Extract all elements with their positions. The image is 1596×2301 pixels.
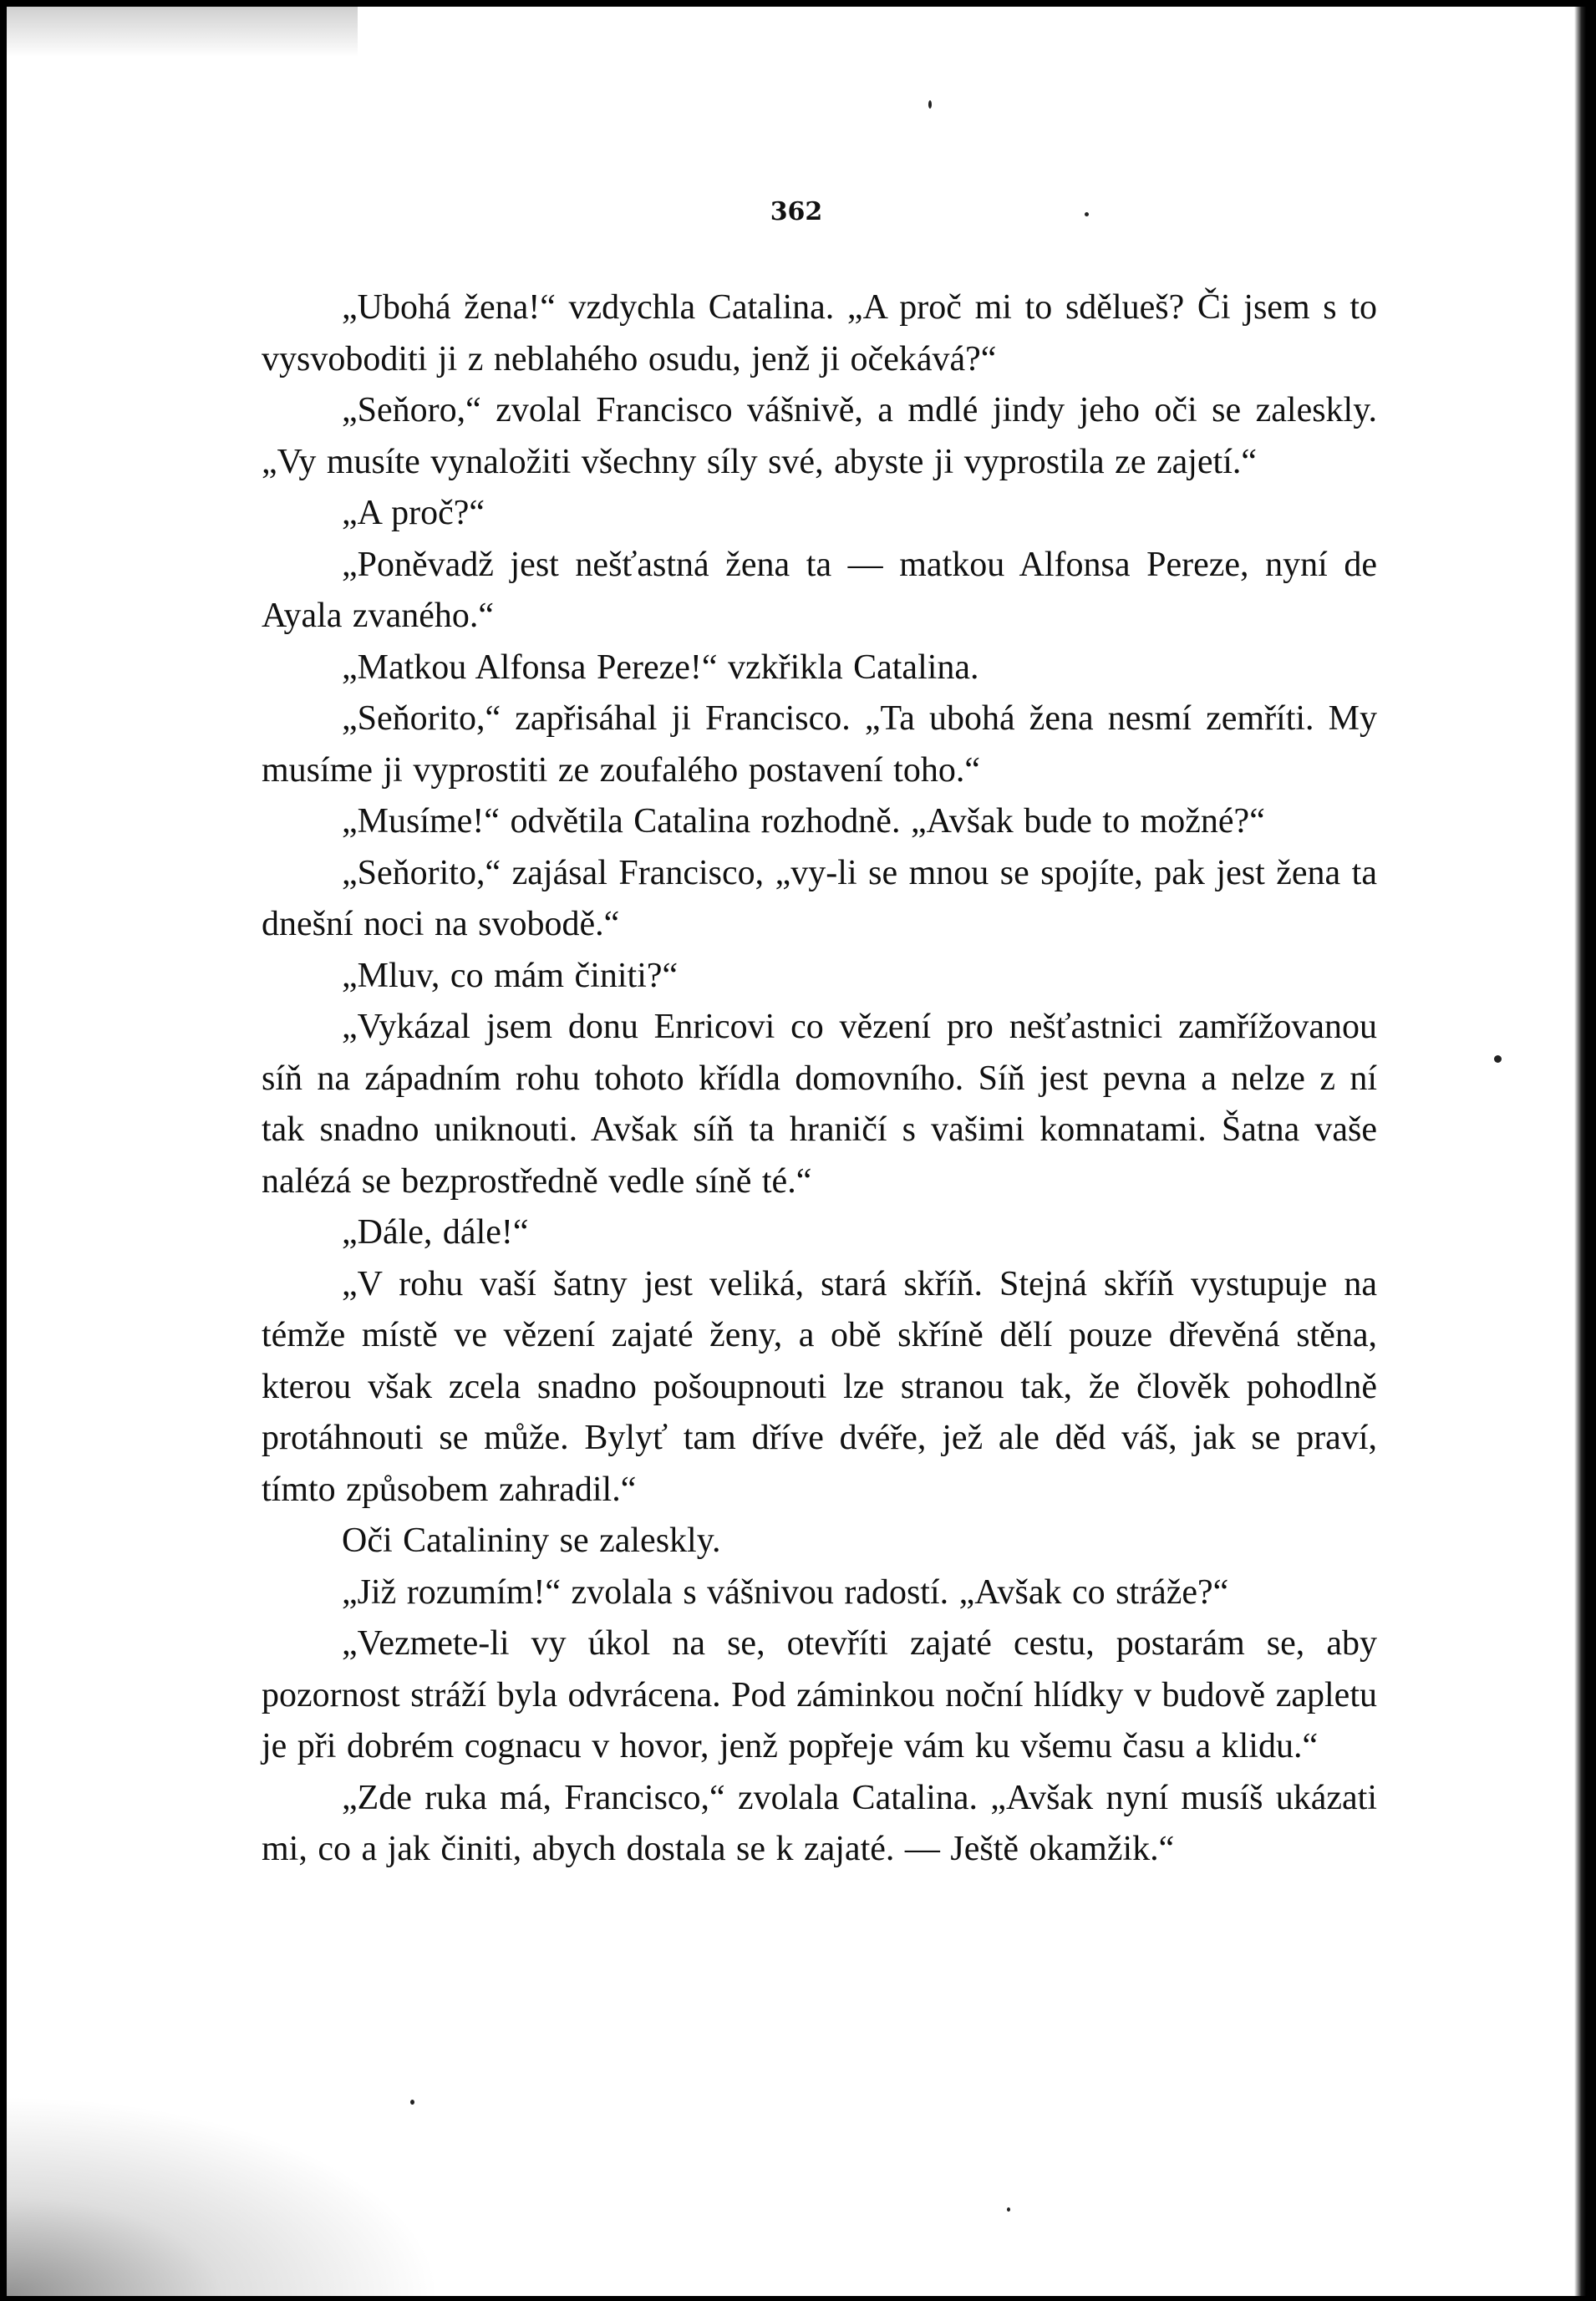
scan-shadow-top bbox=[7, 7, 358, 57]
paragraph: „Musíme!“ odvětila Catalina rozhodně. „Avšak bude to možné?“ bbox=[342, 802, 1265, 841]
page-number: 362 bbox=[770, 197, 823, 226]
paragraph: „Ubohá žena!“ vzdychla Catalina. „A proč mi to sdělueš? Či jsem s to vysvoboditi ji z neblahého osudu, jenž ji očekává?“ bbox=[262, 288, 1377, 378]
scan-smudge-bottom-left bbox=[7, 2095, 441, 2296]
paragraph: „Mluv, co mám činiti?“ bbox=[342, 956, 679, 995]
paragraph: „Vezmete-li vy úkol na se, otevříti zajaté cestu, postarám se, aby pozornost stráží byla odvrácena. Pod záminkou noční hlídky v budově zapletu je při dobrém cognacu v hovor, jenž popřeje vám ku všemu času a klidu.“ bbox=[262, 1624, 1377, 1765]
paragraph: „Vykázal jsem donu Enricovi co vězení pro nešťastnici zamřížovanou síň na západním rohu tohoto křídla domovního. Síň jest pevna a nelze z ní tak snadno uniknouti. Avšak síň ta hraničí s vašimi komnatami. Šatna vaše nalézá se bezprostředně vedle síně té.“ bbox=[262, 1008, 1377, 1201]
speck bbox=[928, 100, 932, 109]
paragraph: „Seňoro,“ zvolal Francisco vášnivě, a mdlé jindy jeho oči se zaleskly. „Vy musíte vynaložiti všechny síly své, abyste ji vyprostila ze zajetí.“ bbox=[262, 391, 1377, 481]
paragraph: „Dále, dále!“ bbox=[342, 1213, 529, 1252]
scan-edge-right bbox=[1574, 7, 1586, 2296]
paragraph: „Již rozumím!“ zvolala s vášnivou radostí. „Avšak co stráže?“ bbox=[342, 1572, 1229, 1612]
speck bbox=[1494, 1055, 1502, 1063]
paragraph: „Seňorito,“ zapřisáhal ji Francisco. „Ta ubohá žena nesmí zemříti. My musíme ji vyprostiti ze zoufalého postavení toho.“ bbox=[262, 699, 1377, 790]
speck bbox=[1007, 2207, 1010, 2212]
paragraph: Oči Catalininy se zaleskly. bbox=[342, 1521, 721, 1560]
paragraph: „Matkou Alfonsa Pereze!“ vzkřikla Catalina. bbox=[342, 648, 979, 687]
speck bbox=[410, 2100, 414, 2105]
paragraph: „Zde ruka má, Francisco,“ zvolala Catalina. „Avšak nyní musíš ukázati mi, co a jak činiti, abych dostala se k zajaté. — Ještě okamžik.“ bbox=[262, 1778, 1377, 1868]
body-text bbox=[262, 282, 1377, 1876]
paragraph: „Seňorito,“ zajásal Francisco, „vy-li se mnou se spojíte, pak jest žena ta dnešní noci na svobodě.“ bbox=[262, 853, 1377, 943]
paragraph: „V rohu vaší šatny jest veliká, stará skříň. Stejná skříň vystupuje na témže místě ve vězení zajaté ženy, a obě skříně dělí pouze dřevěná stěna, kterou však zcela snadno pošoupnouti lze stranou tak, že člověk pohodlně protáhnouti se může. Bylyť tam dříve dvéře, jež ale děd váš, jak se praví, tímto způsobem zahradil.“ bbox=[262, 1264, 1377, 1509]
book-page bbox=[7, 7, 1586, 2296]
paragraph: „A proč?“ bbox=[342, 494, 485, 532]
paragraph: „Poněvadž jest nešťastná žena ta — matkou Alfonsa Pereze, nyní de Ayala zvaného.“ bbox=[262, 545, 1377, 635]
